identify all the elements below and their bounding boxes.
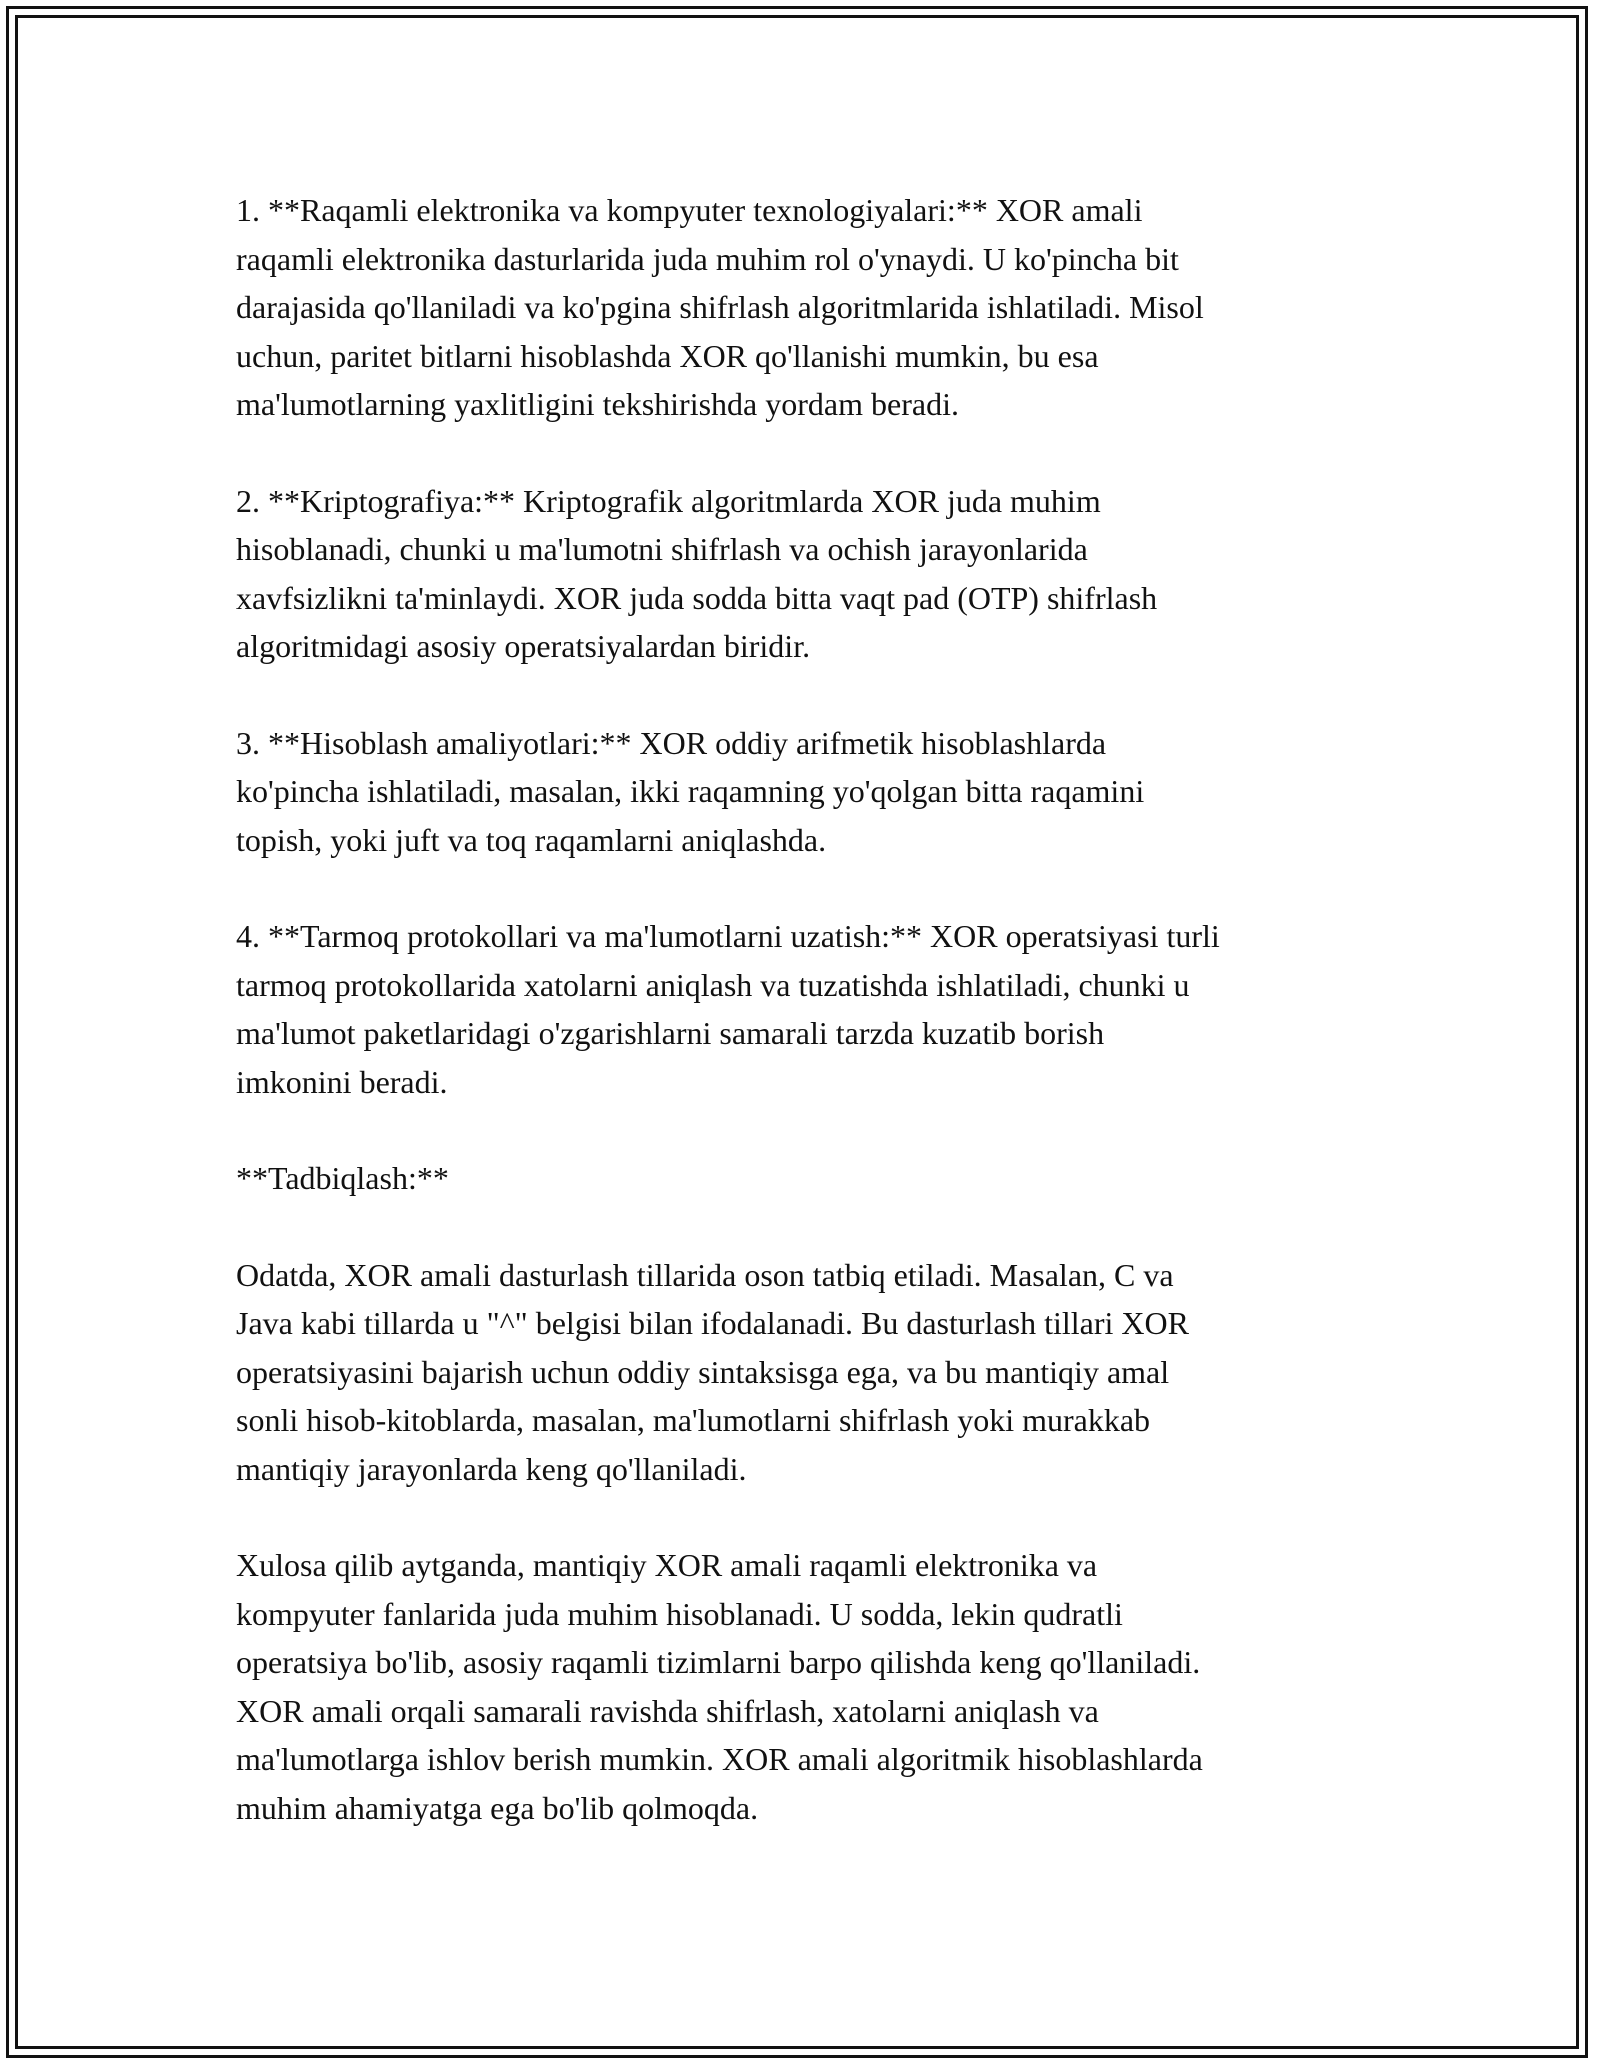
section-heading-implementation: **Tadbiqlash:** xyxy=(236,1160,449,1196)
paragraph-conclusion: Xulosa qilib aytganda, mantiqiy XOR amali raqamli elektronika va kompyuter fanlarida juda muhim hisoblanadi. U sodda, lekin qudratli operatsiya bo'lib, asosiy raqamli tizimlarni barpo qilishda keng qo'llaniladi. XOR amali orqali samarali ravishda shifrlash, xatolarni aniqlash va ma'lumotlarga ishlov berish mumkin. XOR amali algoritmik hisoblashlarda muhim ahamiyatga ega bo'lib qolmoqda. xyxy=(236,1547,1203,1826)
paragraph-network-protocols: 4. **Tarmoq protokollari va ma'lumotlarni uzatish:** XOR operatsiyasi turli tarmoq protokollarida xatolarni aniqlash va tuzatishda ishlatiladi, chunki u ma'lumot paketlaridagi o'zgarishlarni samarali tarzda kuzatib borish imkonini beradi. xyxy=(236,918,1220,1100)
paragraph-digital-electronics: 1. **Raqamli elektronika va kompyuter texnologiyalari:** XOR amali raqamli elektronika dasturlarida juda muhim rol o'ynaydi. U ko'pincha bit darajasida qo'llaniladi va ko'pgina shifrlash algoritmlarida ishlatiladi. Misol uchun, paritet bitlarni hisoblashda XOR qo'llanishi mumkin, bu esa ma'lumotlarning yaxlitligini tekshirishda yordam beradi. xyxy=(236,192,1204,422)
paragraph-implementation: Odatda, XOR amali dasturlash tillarida oson tatbiq etiladi. Masalan, C va Java kabi tillarda u "^" belgisi bilan ifodalanadi. Bu dasturlash tillari XOR operatsiyasini bajarish uchun oddiy sintaksisga ega, va bu mantiqiy amal sonli hisob-kitoblarda, masalan, ma'lumotlarni shifrlash yoki murakkab mantiqiy jarayonlarda keng qo'llaniladi. xyxy=(236,1256,1189,1487)
document-body xyxy=(236,186,1376,1832)
paragraph-cryptography: 2. **Kriptografiya:** Kriptografik algoritmlarda XOR juda muhim hisoblanadi, chunki u ma'lumotni shifrlash va ochish jarayonlarida xavfsizlikni ta'minlaydi. XOR juda sodda bitta vaqt pad (OTP) shifrlash algoritmidagi asosiy operatsiyalardan biridir. xyxy=(236,482,1158,664)
paragraph-computation: 3. **Hisoblash amaliyotlari:** XOR oddiy arifmetik hisoblashlarda ko'pincha ishlatiladi, masalan, ikki raqamning yo'qolgan bitta raqamini topish, yoki juft va toq raqamlarni aniqlashda. xyxy=(236,724,1145,858)
